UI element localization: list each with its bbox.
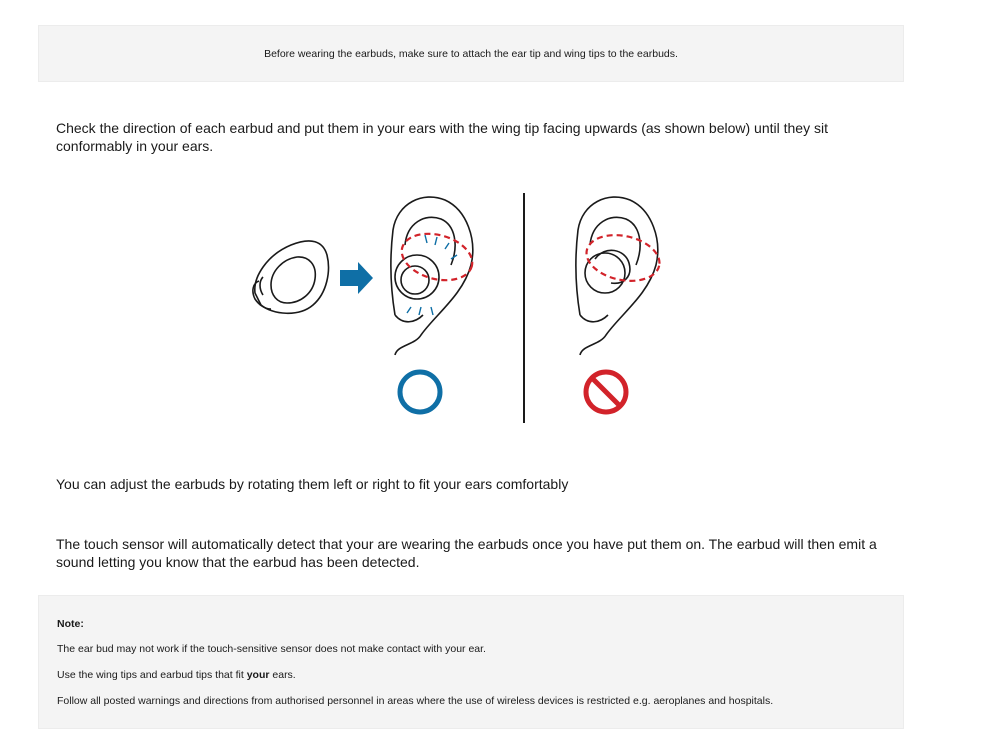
correct-circle-icon: [400, 372, 440, 412]
note-line-3: Follow all posted warnings and directions from authorised personnel in areas where the use of wireless devices is restricted e.g. aeroplanes and hospitals.: [57, 695, 774, 707]
note-line-1: The ear bud may not work if the touch-sensitive sensor does not make contact with your ear.: [57, 643, 486, 655]
ear-incorrect-illustration: [576, 197, 664, 355]
prohibited-icon: [586, 372, 626, 412]
note-box: [38, 595, 904, 729]
instruction-paragraph-1: Check the direction of each earbud and put them in your ears with the wing tip facing upwards (as shown below) until they sit conformably in your ears.: [56, 120, 828, 154]
ear-correct-illustration: [391, 197, 478, 355]
wearing-illustration: [245, 185, 675, 430]
note-line-2-suffix: ears.: [269, 669, 296, 681]
instruction-paragraph-2: You can adjust the earbuds by rotating them left or right to fit your ears comfortably: [56, 476, 569, 492]
top-notice-box: [38, 25, 904, 82]
instruction-paragraph-3: The touch sensor will automatically detect that your are wearing the earbuds once you have put them on. The earbud will then emit a sound letting you know that the earbud has been detected.: [56, 536, 877, 570]
earbud-illustration: [253, 241, 329, 313]
note-line-2-bold: your: [246, 669, 270, 681]
note-line-2-prefix: Use the wing tips and earbud tips that fit: [57, 669, 247, 681]
top-notice-text: Before wearing the earbuds, make sure to attach the ear tip and wing tips to the earbuds.: [264, 47, 678, 60]
note-title: Note:: [57, 618, 84, 630]
wearing-illustration-svg: [245, 185, 675, 430]
note-line-2: [57, 669, 296, 681]
right-arrow-icon: [340, 262, 373, 294]
